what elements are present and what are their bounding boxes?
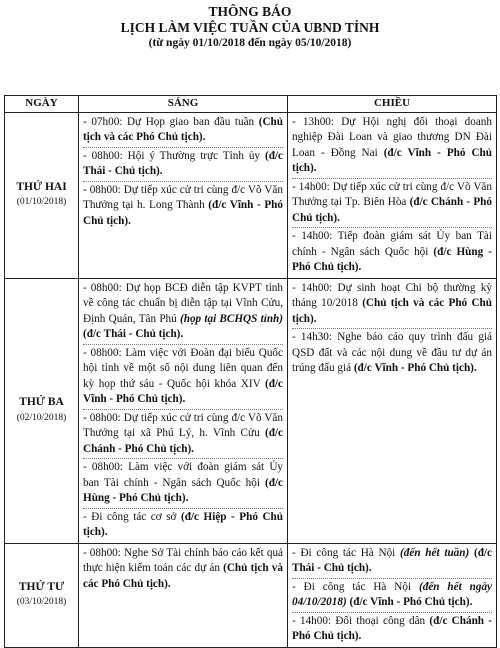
schedule-entry [83,114,283,148]
day-name: THỨ HAI [16,180,67,193]
entry-text: - Đi công tác cơ sở [83,510,181,523]
entry-text: - 14h00: Dự sinh hoạt Chi bộ thường kỳ tháng 10/2018 [292,281,492,309]
schedule-entry [292,280,492,330]
day-name: THỨ TƯ [18,580,65,593]
schedule-entry [292,329,492,378]
schedule-entry [83,459,283,509]
entry-text: - 13h00: Dự Hội nghị đối thoại doanh nghiệp Đài Loan và giao thương DN Đài Loan - Đồng Nai [292,115,492,159]
morning-cell [79,278,288,543]
entry-owner: (đ/c Hùng - Phó Chủ tịch). [292,245,492,273]
schedule-entry [292,579,492,613]
table-row [5,278,497,543]
entry-text: - Đi công tác Hà Nội [292,580,419,593]
entry-owner: (đ/c Chánh - Phó Chủ tịch). [292,196,492,224]
entry-text: - 08h00: Làm việc với Đoàn đại biểu Quốc hội tỉnh về một số nội dung liên quan đến kỳ họp thứ sáu - Quốc hội khóa XIV [83,346,283,390]
schedule-entry [292,613,492,646]
entry-text: - 14h00: Dự tiếp xúc cử tri cùng đ/c Võ Văn Thưởng tại Tp. Biên Hòa [292,180,492,208]
schedule-entry [292,228,492,277]
day-name: THỨ BA [19,396,64,408]
schedule-entry [292,179,492,229]
table-header-row [5,96,497,113]
day-cell [5,543,79,647]
column-header-day: NGÀY [5,96,79,113]
entry-text: - 14h00: Đối thoại công dân [292,614,430,627]
table-row [5,543,497,647]
entry-owner: (đ/c Thái - Chủ tịch). [83,328,184,340]
date-range: (từ ngày 01/10/2018 đến ngày 05/10/2018) [148,37,352,49]
entry-owner: (đ/c Chánh - Phó Chủ tịch). [292,614,492,642]
entry-text: - 08h00: Dự tiếp xúc cử tri cùng đ/c Võ Văn Thưởng tại h. Long Thành [83,183,283,211]
entry-note: (họp tại BCHQS tỉnh) [180,312,283,325]
day-cell [5,278,79,543]
entry-text: - 08h00: Làm việc với đoàn giám sát Ủy ban Tài chính - Ngân sách Quốc hội [83,461,283,489]
weekly-schedule-table [4,95,497,648]
entry-text: - 08h00: Dự họp BCĐ diễn tập KVPT tỉnh về công tác chuẩn bị diễn tập tại Vĩnh Cửu, Định Quán, Tân Phú [83,281,283,325]
entry-note: (đến hết tuần) [400,546,470,559]
schedule-subtitle: LỊCH LÀM VIỆC TUẦN CỦA UBND TỈNH [120,20,380,35]
schedule-entry [292,114,492,179]
afternoon-cell [288,543,497,647]
entry-text: - 14h00: Tiếp đoàn giám sát Ủy ban Tài chính - Ngân sách Quốc hội [292,230,492,258]
entry-owner: (đ/c Vĩnh - Phó Chủ tịch). [83,199,283,227]
entry-owner: (đ/c Chánh - Phó Chủ tịch). [83,427,283,455]
morning-cell [79,543,288,647]
entry-owner: (Chủ tịch và các Phó Chủ tịch). [83,115,283,143]
entry-owner: (đ/c Vĩnh - Phó Chủ tịch). [83,377,283,405]
entry-owner: (đ/c Hiệp - Phó Chủ tịch). [83,510,283,538]
day-date: (02/10/2018) [16,412,67,423]
schedule-entry [83,509,283,542]
notice-title: THÔNG BÁO [208,4,292,19]
column-header-morning: SÁNG [79,96,288,113]
entry-note: (đến hết ngày 04/10/2018) [292,580,492,608]
entry-owner: (đ/c Vĩnh - Phó Chủ tịch). [292,146,492,174]
table-row [5,112,497,278]
schedule-entry [83,148,283,182]
schedule-entry [292,545,492,579]
entry-owner: (Chủ tịch và các Phó Chủ tịch). [292,297,492,325]
schedule-entry [83,410,283,460]
day-cell [5,112,79,278]
schedule-entry [83,182,283,231]
entry-text: - 07h00: Dự Họp giao ban đầu tuần [83,115,259,128]
entry-text: - 08h00: Hội ý Thường trực Tỉnh ủy [83,149,265,162]
entry-owner: (đ/c Hùng - Phó Chủ tịch). [83,476,283,504]
morning-cell [79,112,288,278]
day-date: (03/10/2018) [16,597,67,607]
entry-text: - 14h30: Nghe báo cáo quy trình đấu giá QSD đất và các nội dung về đầu tư dự án trúng đấu giá [292,331,492,374]
schedule-entry [83,545,283,594]
entry-text: - 08h00: Nghe Sở Tài chính báo cáo kết quả thực hiện kiểm toán các dự án [83,546,283,574]
entry-owner: (đ/c Thái - Chủ tịch). [292,546,492,574]
schedule-entry [83,345,283,410]
entry-owner: (đ/c Thái - Chủ tịch). [83,149,283,177]
entry-text: - Đi công tác Hà Nội [292,546,401,559]
entry-owner: (đ/c Vĩnh - Phó Chủ tịch). [353,362,477,374]
entry-owner: (Chủ tịch và các Phó Chủ tịch). [83,562,283,590]
day-date: (01/10/2018) [16,197,67,207]
entry-owner: (đ/c Vĩnh - Phó Chủ tịch). [346,596,473,608]
schedule-entry [83,280,283,345]
entry-text: - 08h00: Dự tiếp xúc cử tri cùng đ/c Võ Văn Thưởng tại xã Phú Lý, h. Vĩnh Cửu [83,411,283,439]
schedule-body [5,112,497,647]
afternoon-cell [288,112,497,278]
afternoon-cell [288,278,497,543]
column-header-afternoon: CHIỀU [288,96,497,113]
